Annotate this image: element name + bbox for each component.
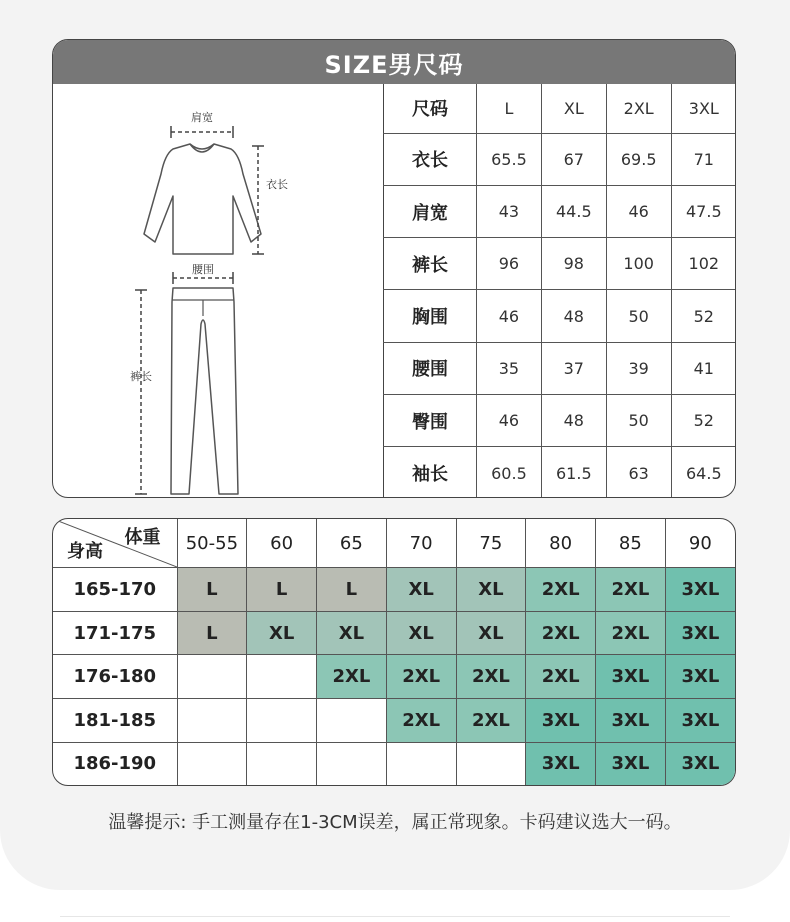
measure-value-cell: 100 bbox=[606, 238, 671, 290]
measure-value-cell: 41 bbox=[671, 342, 736, 394]
measure-value-cell: 52 bbox=[671, 394, 736, 446]
weight-header-cell: 50-55 bbox=[177, 519, 247, 568]
waist-label: 腰围 bbox=[192, 263, 214, 276]
measure-value-cell: 35 bbox=[477, 342, 542, 394]
measure-value-cell: 102 bbox=[671, 238, 736, 290]
top-length-label: 衣长 bbox=[266, 178, 288, 191]
size-cell: 3XL bbox=[665, 699, 735, 743]
height-row bbox=[53, 568, 735, 612]
corner-cell bbox=[53, 519, 177, 568]
measure-value-cell: 39 bbox=[606, 342, 671, 394]
measure-label-cell: 臀围 bbox=[384, 394, 477, 446]
measure-value-cell: 65.5 bbox=[477, 133, 542, 185]
height-row bbox=[53, 742, 735, 785]
size-cell: 2XL bbox=[386, 655, 456, 699]
size-title: SIZE男尺码 bbox=[53, 40, 735, 84]
size-cell bbox=[247, 655, 317, 699]
measure-label-cell: 衣长 bbox=[384, 133, 477, 185]
measure-row bbox=[384, 290, 737, 342]
measure-label-cell: 袖长 bbox=[384, 447, 477, 498]
size-cell: 3XL bbox=[665, 655, 735, 699]
pants-length-label: 裤长 bbox=[130, 370, 152, 383]
measure-header-row bbox=[384, 84, 737, 133]
size-cell: L bbox=[177, 568, 247, 612]
measure-value-cell: 2XL bbox=[606, 84, 671, 133]
height-cell: 181-185 bbox=[53, 699, 177, 743]
size-cell: 2XL bbox=[596, 611, 666, 655]
measure-row bbox=[384, 394, 737, 446]
size-cell bbox=[177, 699, 247, 743]
measure-value-cell: 96 bbox=[477, 238, 542, 290]
size-cell: 2XL bbox=[456, 655, 526, 699]
size-cell: 2XL bbox=[386, 699, 456, 743]
weight-header-row bbox=[53, 519, 735, 568]
size-cell: L bbox=[177, 611, 247, 655]
weight-header-cell: 65 bbox=[317, 519, 387, 568]
measure-value-cell: 43 bbox=[477, 185, 542, 237]
measurement-note: 温馨提示: 手工测量存在1-3CM误差，属正常现象。卡码建议选大一码。 bbox=[108, 812, 682, 833]
size-cell: L bbox=[317, 568, 387, 612]
measure-label-cell: 裤长 bbox=[384, 238, 477, 290]
measure-label-cell: 胸围 bbox=[384, 290, 477, 342]
size-cell: 3XL bbox=[596, 742, 666, 785]
size-recommendation-table bbox=[53, 519, 735, 785]
measure-value-cell: 50 bbox=[606, 394, 671, 446]
measure-value-cell: 71 bbox=[671, 133, 736, 185]
size-cell: 2XL bbox=[596, 568, 666, 612]
size-cell: 3XL bbox=[596, 699, 666, 743]
measure-value-cell: 46 bbox=[477, 290, 542, 342]
measure-value-cell: 67 bbox=[541, 133, 606, 185]
measure-label-cell: 尺码 bbox=[384, 84, 477, 133]
size-cell: 3XL bbox=[665, 611, 735, 655]
height-row bbox=[53, 611, 735, 655]
measure-value-cell: 47.5 bbox=[671, 185, 736, 237]
garment-illustration bbox=[53, 84, 383, 498]
measure-row bbox=[384, 447, 737, 498]
measure-value-cell: XL bbox=[541, 84, 606, 133]
size-cell: 2XL bbox=[526, 611, 596, 655]
measure-value-cell: 69.5 bbox=[606, 133, 671, 185]
size-cell: 3XL bbox=[526, 742, 596, 785]
measure-row bbox=[384, 238, 737, 290]
measure-label-cell: 腰围 bbox=[384, 342, 477, 394]
height-cell: 165-170 bbox=[53, 568, 177, 612]
measure-value-cell: 52 bbox=[671, 290, 736, 342]
height-row bbox=[53, 699, 735, 743]
measure-value-cell: 44.5 bbox=[541, 185, 606, 237]
height-axis-label: 身高 bbox=[67, 541, 103, 562]
size-cell: 2XL bbox=[526, 655, 596, 699]
size-card bbox=[52, 39, 736, 498]
measure-value-cell: 98 bbox=[541, 238, 606, 290]
size-cell: XL bbox=[386, 568, 456, 612]
weight-header-cell: 90 bbox=[665, 519, 735, 568]
measure-label-cell: 肩宽 bbox=[384, 185, 477, 237]
measure-value-cell: 48 bbox=[541, 290, 606, 342]
size-cell: XL bbox=[317, 611, 387, 655]
size-cell bbox=[177, 655, 247, 699]
size-cell: XL bbox=[456, 611, 526, 655]
measure-value-cell: 50 bbox=[606, 290, 671, 342]
weight-header-cell: 75 bbox=[456, 519, 526, 568]
measure-value-cell: 61.5 bbox=[541, 447, 606, 498]
measure-value-cell: 46 bbox=[477, 394, 542, 446]
measure-row bbox=[384, 185, 737, 237]
size-cell: 2XL bbox=[456, 699, 526, 743]
size-cell bbox=[247, 699, 317, 743]
measure-value-cell: 48 bbox=[541, 394, 606, 446]
size-recommendation-card bbox=[52, 518, 736, 786]
size-cell: 3XL bbox=[596, 655, 666, 699]
measure-value-cell: L bbox=[477, 84, 542, 133]
size-body bbox=[53, 84, 735, 497]
garment-figure bbox=[53, 84, 383, 498]
height-cell: 171-175 bbox=[53, 611, 177, 655]
height-cell: 186-190 bbox=[53, 742, 177, 785]
measure-value-cell: 3XL bbox=[671, 84, 736, 133]
weight-axis-label: 体重 bbox=[124, 527, 161, 548]
size-cell: XL bbox=[247, 611, 317, 655]
shoulder-label: 肩宽 bbox=[191, 111, 213, 124]
measurement-table bbox=[383, 84, 736, 498]
size-cell bbox=[386, 742, 456, 785]
measure-row bbox=[384, 133, 737, 185]
measure-value-cell: 60.5 bbox=[477, 447, 542, 498]
size-cell bbox=[456, 742, 526, 785]
size-cell: XL bbox=[386, 611, 456, 655]
size-cell: 2XL bbox=[526, 568, 596, 612]
bottom-divider bbox=[60, 916, 730, 917]
size-cell: 3XL bbox=[526, 699, 596, 743]
size-cell bbox=[317, 699, 387, 743]
size-cell: XL bbox=[456, 568, 526, 612]
weight-header-cell: 70 bbox=[386, 519, 456, 568]
size-cell bbox=[247, 742, 317, 785]
weight-header-cell: 85 bbox=[596, 519, 666, 568]
height-cell: 176-180 bbox=[53, 655, 177, 699]
measure-row bbox=[384, 342, 737, 394]
size-cell: 2XL bbox=[317, 655, 387, 699]
weight-header-cell: 60 bbox=[247, 519, 317, 568]
measure-value-cell: 37 bbox=[541, 342, 606, 394]
measure-value-cell: 64.5 bbox=[671, 447, 736, 498]
measure-value-cell: 63 bbox=[606, 447, 671, 498]
size-cell: 3XL bbox=[665, 568, 735, 612]
height-row bbox=[53, 655, 735, 699]
size-cell: 3XL bbox=[665, 742, 735, 785]
weight-header-cell: 80 bbox=[526, 519, 596, 568]
measure-value-cell: 46 bbox=[606, 185, 671, 237]
size-cell bbox=[317, 742, 387, 785]
size-cell: L bbox=[247, 568, 317, 612]
size-cell bbox=[177, 742, 247, 785]
